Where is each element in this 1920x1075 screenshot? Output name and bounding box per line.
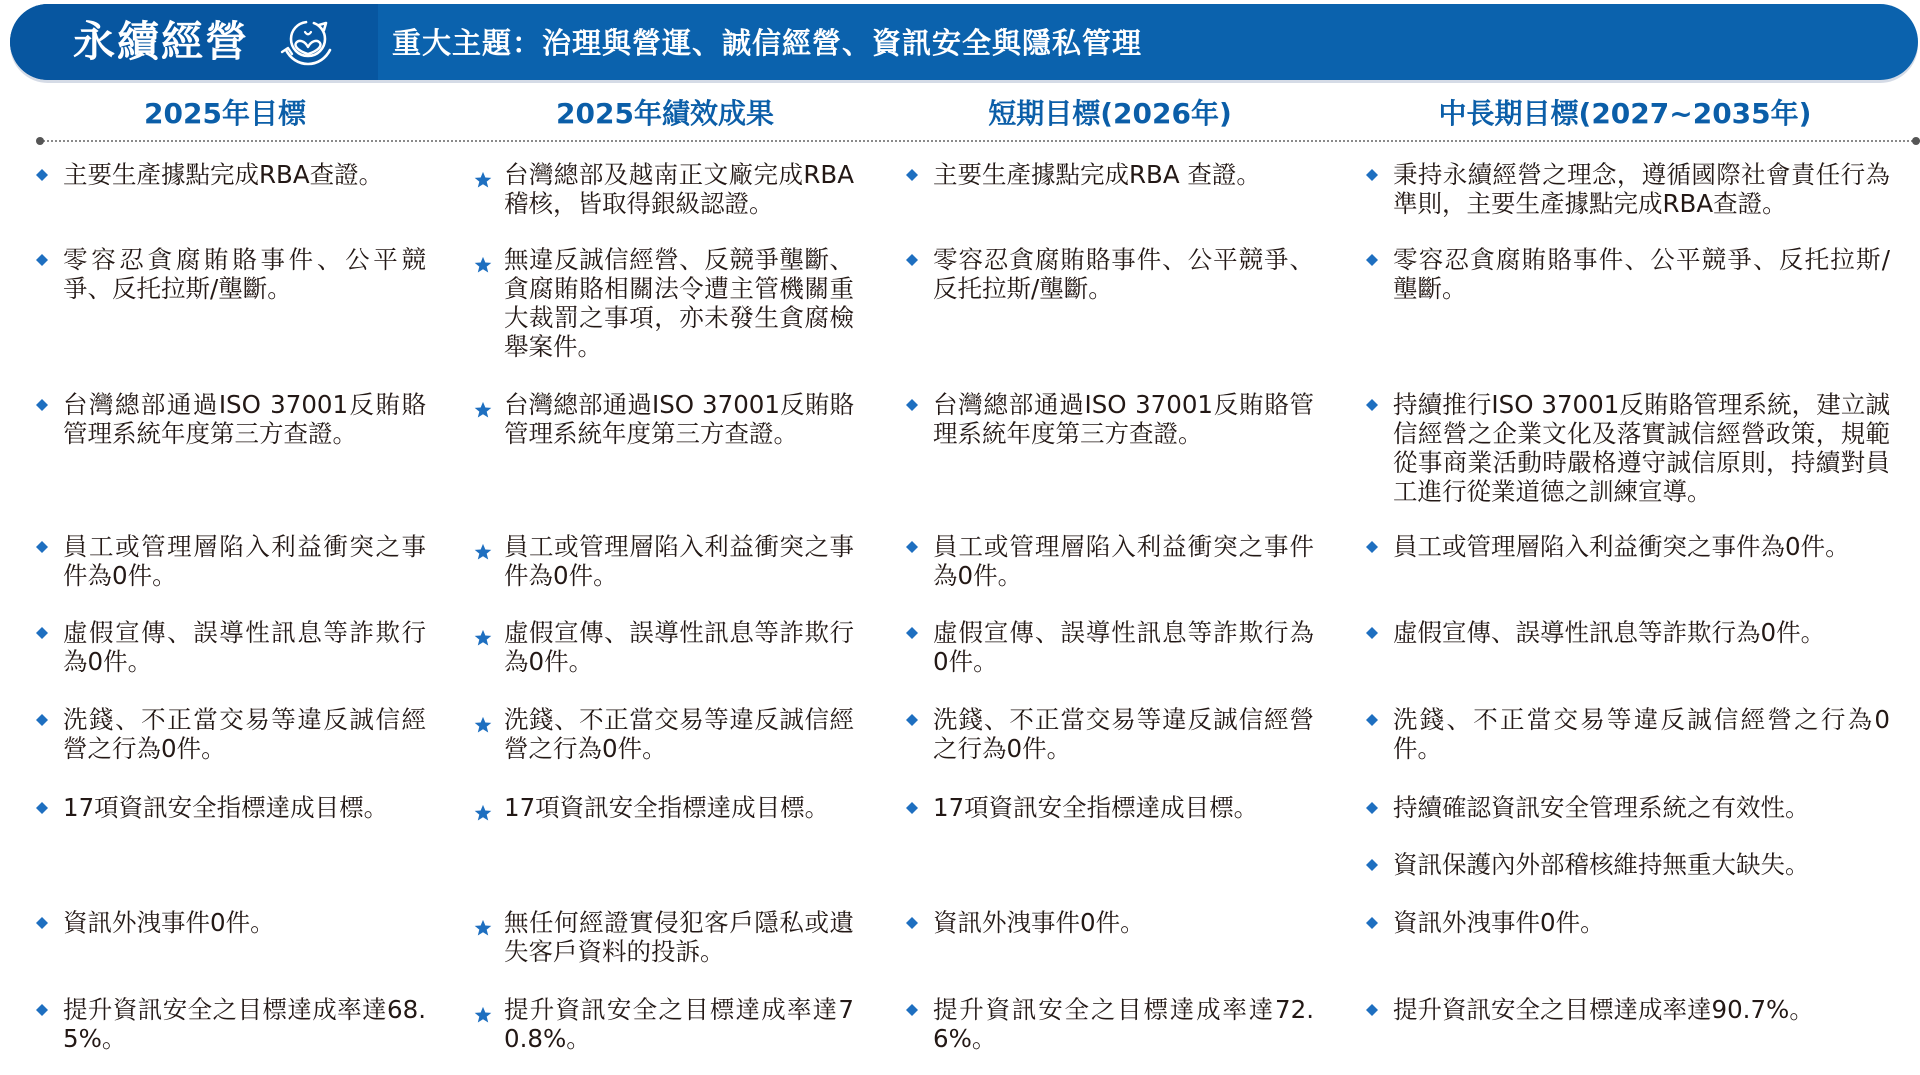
diamond-bullet-icon [1366,802,1378,814]
star-bullet-icon [474,538,492,556]
goal-item [1366,908,1890,937]
diamond-bullet-icon [906,802,918,814]
goal-item-text: 洗錢、不正當交易等違反誠信經營之行為0件。 [504,705,854,763]
column-heading-mid-long-term: 中長期目標(2027~2035年) [1438,97,1812,130]
goal-item [1366,245,1890,303]
column-heading-2025-results: 2025年績效成果 [556,97,774,130]
diamond-bullet-icon [36,541,48,553]
star-bullet-icon [474,624,492,642]
goal-item-text: 洗錢、不正當交易等違反誠信經營之行為0件。 [1393,705,1890,763]
goal-item-text: 持續確認資訊安全管理系統之有效性。 [1393,793,1810,822]
goal-item-text: 主要生產據點完成RBA查證。 [63,160,384,189]
goal-item-text: 虛假宣傳、誤導性訊息等詐欺行為0件。 [1393,618,1826,647]
goal-item [906,160,1314,189]
divider-start-dot [36,137,44,145]
diamond-bullet-icon [36,1004,48,1016]
goal-item-text: 資訊保護內外部稽核維持無重大缺失。 [1393,850,1810,879]
goal-item [1366,995,1890,1024]
goal-item [1366,618,1890,647]
diamond-bullet-icon [906,714,918,726]
diamond-bullet-icon [36,254,48,266]
column-heading-2025-target: 2025年目標 [144,97,306,130]
goal-item-text: 台灣總部通過ISO 37001反賄賂管理系統年度第三方查證。 [504,390,854,448]
goal-item-text: 資訊外洩事件0件。 [63,908,275,937]
goal-item [36,245,426,303]
goal-item [906,245,1314,303]
goal-item [36,618,426,676]
goal-item [474,245,854,361]
goal-item-text: 零容忍貪腐賄賂事件、公平競爭、反托拉斯/壟斷。 [1393,245,1890,303]
hands-globe-icon [278,12,338,72]
diamond-bullet-icon [1366,714,1378,726]
divider-end-dot [1912,137,1920,145]
diamond-bullet-icon [906,399,918,411]
diamond-bullet-icon [906,254,918,266]
goal-item [906,618,1314,676]
goal-item [36,532,426,590]
diamond-bullet-icon [906,169,918,181]
goal-item [36,908,426,937]
goal-item [36,793,426,822]
star-bullet-icon [474,914,492,932]
star-bullet-icon [474,1001,492,1019]
goal-item [474,908,854,966]
goal-item [906,793,1314,822]
diamond-bullet-icon [906,541,918,553]
goal-item-text: 員工或管理層陷入利益衝突之事件為0件。 [933,532,1314,590]
header-divider [40,140,1920,142]
diamond-bullet-icon [1366,169,1378,181]
diamond-bullet-icon [906,917,918,929]
goal-item-text: 持續推行ISO 37001反賄賂管理系統，建立誠信經營之企業文化及落實誠信經營政策，規範從事商業活動時嚴格遵守誠信原則，持續對員工進行從業道德之訓練宣導。 [1393,390,1890,506]
diamond-bullet-icon [36,627,48,639]
diamond-bullet-icon [906,627,918,639]
goal-item-text: 提升資訊安全之目標達成率達72.6%。 [933,995,1314,1053]
goal-item-text: 提升資訊安全之目標達成率達90.7%。 [1393,995,1814,1024]
diamond-bullet-icon [1366,1004,1378,1016]
star-bullet-icon [474,396,492,414]
goal-item [1366,705,1890,763]
goal-item-text: 提升資訊安全之目標達成率達70.8%。 [504,995,854,1053]
goal-item-text: 洗錢、不正當交易等違反誠信經營之行為0件。 [933,705,1314,763]
goal-item [474,705,854,763]
goal-item-text: 零容忍貪腐賄賂事件、公平競爭、反托拉斯/壟斷。 [63,245,426,303]
goal-item-text: 員工或管理層陷入利益衝突之事件為0件。 [1393,532,1850,561]
goal-item [474,160,854,218]
goal-item [1366,390,1890,506]
goal-item [1366,160,1890,218]
diamond-bullet-icon [1366,859,1378,871]
goal-item-text: 17項資訊安全指標達成目標。 [933,793,1259,822]
diamond-bullet-icon [36,399,48,411]
goal-item [1366,532,1890,561]
goal-item-text: 虛假宣傳、誤導性訊息等詐欺行為0件。 [504,618,854,676]
goal-item-text: 零容忍貪腐賄賂事件、公平競爭、反托拉斯/壟斷。 [933,245,1314,303]
goal-item-text: 無任何經證實侵犯客戶隱私或遺失客戶資料的投訴。 [504,908,854,966]
diamond-bullet-icon [36,802,48,814]
star-bullet-icon [474,251,492,269]
goal-item-text: 17項資訊安全指標達成目標。 [63,793,389,822]
diamond-bullet-icon [1366,254,1378,266]
goal-item-text: 虛假宣傳、誤導性訊息等詐欺行為0件。 [933,618,1314,676]
goal-item-text: 主要生產據點完成RBA 查證。 [933,160,1261,189]
diamond-bullet-icon [1366,627,1378,639]
goal-item [1366,850,1890,879]
goal-item [36,705,426,763]
diamond-bullet-icon [36,917,48,929]
goal-item-text: 員工或管理層陷入利益衝突之事件為0件。 [63,532,426,590]
star-bullet-icon [474,166,492,184]
goal-item [906,995,1314,1053]
goal-item [906,532,1314,590]
goal-item-text: 資訊外洩事件0件。 [1393,908,1605,937]
column-heading-short-term: 短期目標(2026年) [988,97,1232,130]
goal-item [474,532,854,590]
goal-item [906,908,1314,937]
goal-item-text: 台灣總部通過ISO 37001反賄賂管理系統年度第三方查證。 [63,390,426,448]
diamond-bullet-icon [36,714,48,726]
brand-title: 永續經營 [73,17,250,66]
goal-item [474,390,854,448]
diamond-bullet-icon [36,169,48,181]
diamond-bullet-icon [1366,917,1378,929]
goal-item-text: 台灣總部及越南正文廠完成RBA稽核，皆取得銀級認證。 [504,160,854,218]
goal-item [474,995,854,1053]
goal-item [36,160,426,189]
goal-item-text: 員工或管理層陷入利益衝突之事件為0件。 [504,532,854,590]
material-topics-subtitle: 重大主題：治理與營運、誠信經營、資訊安全與隱私管理 [392,26,1143,60]
goal-item [474,793,854,822]
header-banner [10,4,1918,80]
goal-item [1366,793,1890,822]
goal-item [906,390,1314,448]
goal-item [36,995,426,1053]
goal-item-text: 無違反誠信經營、反競爭壟斷、貪腐賄賂相關法令遭主管機關重大裁罰之事項，亦未發生貪腐檢舉案件。 [504,245,854,361]
goal-item-text: 洗錢、不正當交易等違反誠信經營之行為0件。 [63,705,426,763]
goal-item [474,618,854,676]
goal-item-text: 虛假宣傳、誤導性訊息等詐欺行為0件。 [63,618,426,676]
goal-item [906,705,1314,763]
diamond-bullet-icon [906,1004,918,1016]
goal-item-text: 台灣總部通過ISO 37001反賄賂管理系統年度第三方查證。 [933,390,1314,448]
goal-item-text: 17項資訊安全指標達成目標。 [504,793,830,822]
diamond-bullet-icon [1366,399,1378,411]
star-bullet-icon [474,799,492,817]
star-bullet-icon [474,711,492,729]
diamond-bullet-icon [1366,541,1378,553]
goal-item-text: 秉持永續經營之理念，遵循國際社會責任行為準則，主要生產據點完成RBA查證。 [1393,160,1890,218]
goal-item-text: 資訊外洩事件0件。 [933,908,1145,937]
goal-item-text: 提升資訊安全之目標達成率達68.5%。 [63,995,426,1053]
goal-item [36,390,426,448]
